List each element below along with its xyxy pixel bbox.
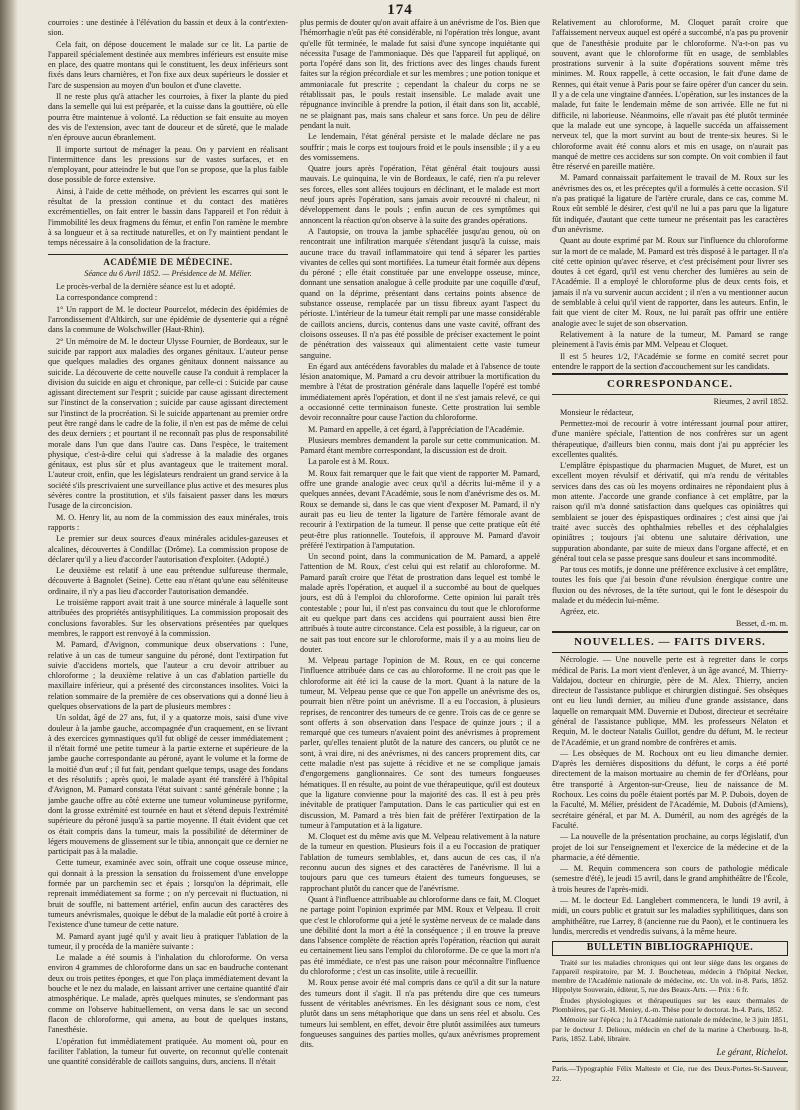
paragraph: Agréez, etc. xyxy=(560,607,600,617)
column-1 xyxy=(48,18,288,1078)
paragraph: M. Roux pense avoir été mal compris dans ce qu'il a dit sur la nature des tumeurs dont il s'agit. Il n'a pas prétendu dire que ces tumeurs fussent de véritables anévrismes. En les désignant sous ce nom, c'est plutôt dans un sens métaphorique que dans un sens réel et absolu. Ces tumeurs lui semblent, en effet, devoir être plutôt assimilées aux tumeurs fongueuses sanguines des parties molles, qu'aux anévrismes proprement dits. xyxy=(300,978,540,1050)
paragraph: M. Pamard ayant jugé qu'il y avait lieu à pratiquer l'ablation de la tumeur, il y procéda de la manière suivante : xyxy=(48,931,288,951)
paragraph: Quant au doute exprimé par M. Roux sur l'influence du chloroforme sur la mort de ce malade, M. Pamard est très disposé à le partager. Il n'a cité cette opinion qu'avec réserve, et c'est précisément pour livrer ses doutes à cet égard, qu'il est venu chercher des lumières au sein de l'Académie. Il a employé le chloroforme plus de deux cents fois, et jamais il n'a vu survenir aucun accident ; il n'en a vu mentionner aucun de semblable à celui qu'il vient de rapporter, dans les auteurs. Enfin, le fait que vient de citer M. Roux, ne lui paraît pas offrir une entière analogie avec le sujet de son observation. xyxy=(552,236,788,328)
bibliography-item: Études physiologiques et thérapeutiques sur les eaux thermales de Plombières, par G.-H. Meniey, d.-m. Thèse pour le doctorat. In-4. Paris, 1852. xyxy=(552,995,788,1015)
section-divider xyxy=(552,394,788,395)
paragraph: M. O. Henry lit, au nom de la commission des eaux minérales, trois rapports : xyxy=(48,512,288,532)
paragraph: Nécrologie. — Une nouvelle perte est à regretter dans le corps médical de Paris. La mort vient d'enlever, à un âge avancé, M. Thierry-Valdajou, docteur en chirurgie, père de M. Alex. Thierry, ancien directeur de l'assistance publique et chirurgien distingué. Ses obsèques ont eu lieu lundi dernier, au milieu d'une grande assistance, dans laquelle on remarquait MM. Duvernie et Dubost, directeur et secrétaire général de l'assistance publique, MM. les professeurs Nélaton et Requin, M. le docteur Natalis Guillot, gendre du défunt, M. le recteur de l'Académie, et un grand nombre de confrères et amis. xyxy=(552,655,788,747)
paragraph: Cela fait, on dépose doucement le malade sur ce lit. La partie de l'appareil spécialement destinée aux membres inférieurs est ensuite mise en place, des quatre montans qui le constituent, les deux inférieurs sont fixés dans leurs charnières, et l'on fixe aux deux supérieurs le dossier et l'arc de suspension au moyen d'un boulon et d'une clavette. xyxy=(48,39,288,90)
paragraph: M. Roux fait remarquer que le fait que vient de rapporter M. Pamard, offre une grande analogie avec ceux qu'il a décrits lui-même il y a quelques années, devant l'Académie, sous le nom d'anévrisme des os. M. Roux se demande si, dans le cas que vient d'exposer M. Pamard, il n'y aurait pas eu lieu de tenter la ligature de l'artère fémorale avant de recourir à l'extirpation de la tumeur. Il pense que cette pratique eût été peut-être plus rationnelle. Toutefois, il approuve M. Pamard d'avoir préféré l'extirpation à l'amputation. xyxy=(300,468,540,550)
paragraph: Un soldat, âgé de 27 ans, fut, il y a quatorze mois, saisi d'une vive douleur à la jambe gauche, accompagnée d'un craquement, en se livrant à des exercices gymnastiques qu'il fut obligé de cesser immédiatement ; il n'était formé une petite tumeur à la partie externe et supérieure de la jambe gauche correspondante au péroné, ayant le volume et la forme de la moitié d'un œuf ; il fut fait, pendant quelque temps, usage des fondans et des résolutifs ; après quoi, le malade ayant été transféré à l'hôpital d'Avignon, M. Pamard constata l'état suivant : santé générale bonne ; la jambe gauche offre au côté externe une tumeur volumineuse pyriforme, dont la grosse extrémité est tournée en haut et s'étend depuis l'extrémité supérieure du péroné jusqu'à sa partie moyenne. Il était évident que cet os était compris dans la tumeur, mais la possibilité de déterminer de légers mouvemens de glissement sur le tibia, annonçait que ce dernier ne participait pas à la maladie. xyxy=(48,713,288,857)
column-3 xyxy=(552,18,788,1088)
section-divider xyxy=(48,254,288,255)
paragraph: M. Cloquet est du même avis que M. Velpeau relativement à la nature de la tumeur en question. Plusieurs fois il a eu l'occasion de pratiquer l'ablation de tumeurs semblables, et, dans aucun de ces cas, il n'a reconnu aucun des signes et des caractères de l'anévrisme. Il lui a toujours paru que ces tumeurs étaient des tumeurs fongueuses, se rapprochant plutôt du cancer que de l'anévrisme. xyxy=(300,832,540,893)
paragraph: A l'autopsie, on trouva la jambe sphacélée jusqu'au genou, où on rencontrait une infiltration marquée s'étendant jusqu'à la cuisse, mais aucune trace du travail inflammatoire qui tend à séparer les parties vivantes de celles qui sont mortifiées. La tumeur était formée aux dépens du péroné ; elle était constituée par une enveloppe osseuse, mince, donnant une sensation analogue à celle produite par une coquille d'œuf, quand on la déprime, présentant dans certains points absence de substance osseuse, remplacée par un tissu fibreux ayant l'aspect du périoste. L'intérieur de la tumeur était rempli par une masse considérable de caillots anciens, durcis, contenus dans une vaste cavité, offrant des cloisons osseuses. Il n'a pas été possible de préciser exactement le point de pénétration des vaisseaux qui alimentaient cette vaste tumeur sanguine. xyxy=(300,226,540,360)
gerant-signature: Le gérant, Richelot. xyxy=(716,1047,788,1058)
paragraph: Permettez-moi de recourir à votre intéressant journal pour attirer, d'une manière spéciale, l'attention de nos confrères sur un agent thérapeutique, d'ailleurs bien connu, mais dont j'ai pu apprécier les excellentes qualités. xyxy=(552,418,788,459)
col1-text xyxy=(48,18,288,249)
paragraph: Quatre jours après l'opération, l'état général était toujours aussi mauvais. Le quinquina, le vin de Bordeaux, le café, rien n'a pu relever ses forces, elles sont allées toujours en déclinant, et le malade est mort neuf jours après l'opération, sans jamais avoir recouvré ni chaleur, ni développement dans le pouls ; enfin aucun de ces symptômes qui annoncent la réaction qu'on observe à la suite des grandes opérations. xyxy=(300,164,540,225)
bibliography-item: Mémoire sur l'épéca ; lu à l'Académie nationale de médecine, le 3 juin 1851, par le docteur J. Delioux, médecin en chef de la marine à Cherbourg. In-8, Paris, 1852. Labé, libraire. xyxy=(552,1015,788,1043)
paragraph: plus permis de douter qu'on avait affaire à un anévrisme de l'os. Bien que l'hémorrhagie n'eût pas été considérable, ni l'opération très longue, avant qu'elle fût terminée, le malade fut saisi d'une syncope inquiétante qui nécessita l'usage de l'ammoniaque. Dès que l'appareil fut appliqué, on porta l'opéré dans son lit, des frictions avec des linges chauds furent faites sur la région précordiale et sur les membres ; une potion tonique et ammoniacale fut prescrite ; cependant la chaleur du corps ne se rétablissait pas, le pouls restait insensible. Le malade avait une répugnance invincible à prendre la potion, il était dans son lit, accablé, ne se plaignant pas, mais sans chaleur et sans force. Un peu de délire pendant la nuit. xyxy=(300,18,540,130)
page-spine-shadow xyxy=(0,0,18,1110)
column-2 xyxy=(300,18,540,1078)
paragraph: Le malade a été soumis à l'inhalation du chloroforme. On versa environ 4 grammes de chloroforme dans un sac en baudruche contenant deux ou trois petites éponges, et que l'on plaça immédiatement devant la bouche et le nez du malade, en laissant arriver une certaine quantité d'air atmosphérique. Le malade, après quelques minutes, se s'endormant pas comme on l'observe habituellement, on versa dans le sac un second flacon de chloroforme, qui amena, au bout de quelques instans, l'anesthésie. xyxy=(48,953,288,1035)
paragraph: — Les obsèques de M. Rochoux ont eu lieu dimanche dernier. D'après les dernières dispositions du défunt, le corps a été porté directement de la maison mortuaire au chemin de fer d'Orléans, pour être transporté à Argenton-sur-Creuse, lieu de naissance de M. Rochoux. Les coins du poêle étaient portés par M. P. Dubois, doyen de la Faculté, M. Mélier, président de l'Académie, M. Dubois (d'Amiens), secrétaire général, et par M. A. Duméril, au nom des agrégés de la Faculté. xyxy=(552,748,788,830)
paragraph: Un second point, dans la communication de M. Pamard, a appelé l'attention de M. Roux, c'est celui qui est relatif au chloroforme. M. Pamard paraît croire que l'état de prostration dans lequel est tombé le malade après l'opération, et auquel il a succombé au bout de quelques jours, est dû à l'emploi du chloroforme. Cette opinion lui paraît très contestable ; pour lui, il n'est pas convaincu du tout que le chloroforme ait eu quelque part dans ces accidens qui pourraient aussi bien être attribués à toute autre circonstance. Cela est possible, à la rigueur, car on ne sait pas tout encore sur le chloroforme, mais il y a au moins lieu de douter. xyxy=(300,552,540,654)
paragraph: — M. Requin commencera son cours de pathologie médicale (semestre d'été), le jeudi 15 avril, dans le grand amphithéâtre de l'École, à trois heures de l'après-midi. xyxy=(552,864,788,894)
paragraph: M. Velpeau partage l'opinion de M. Roux, en ce qui concerne l'influence attribuée dans ce cas au chloroforme. Il ne croit pas que le chloroforme ait été ici la cause de la mort. Quant à la nature de la tumeur, M. Velpeau pense que ce que l'on appelle un anévrisme des os, pourrait bien n'être point un anévrisme. Il a eu l'occasion, à plusieurs reprises, de rencontrer des tumeurs de ce genre. Trois cas de ce genre se sont offerts à son observation dans l'espace de quinze jours ; il a remarqué que ces tumeurs n'avaient point des anévrismes à proprement parler, qu'elles tenaient plutôt de la nature des cancers, ou plutôt ce ne sont, à vrai dire, ni des anévrismes, ni des cancers proprement dits, car cette maladie n'est pas sujette à récidive et ne se complique jamais d'engorgemens ganglionnaires. Ce sont des tumeurs fongueuses hématiques. Il en résulte, au point de vue thérapeutique, qu'il est douteux que la ligature convienne pour la majorité des cas. Il est à peu près inévitable de pratiquer l'amputation. Dans le cas particulier qui est en discussion, M. Pamard a très bien fait de préférer l'extirpation de la tumeur à l'amputation et à la ligature. xyxy=(300,656,540,830)
section-divider xyxy=(552,631,788,633)
paragraph: Relativement au chloroforme, M. Cloquet paraît croire que l'affaissement nerveux auquel est opéré a succombé, n'a pas pu provenir que de l'anesthésie produite par le chloroforme. N'a-t-on pas vu souvent, avant que le chloroforme fût en usage, de semblables prostrations survenir à la suite d'opérations souvent même très minimes. M. Roux rappelle, à cette occasion, le fait d'une dame de Rennes, qui était venue à Paris pour se faire opérer d'un cancer du sein. Il y a de cela une vingtaine d'années. L'opération, sur les instances de la malade, fut faite le lendemain même de son arrivée. Elle ne fut ni difficile, ni laborieuse. Néanmoins, elle n'avait pas été plutôt terminée que la malade eut une syncope, à laquelle succéda un affaissement nerveux tel, que la mort survint au bout de trente-six heures. Si le chloroforme avait été connu alors et mis en usage, on n'aurait pas manqué de mettre ces accidens sur son compte. On voit combien il faut être réservé en pareille matière. xyxy=(552,18,788,172)
printer-imprint: Paris.—Typographie Félix Malteste et Cie, rue des Deux-Portes-St-Sauveur, 22. xyxy=(552,1061,788,1085)
paragraph: Relativement à la nature de la tumeur, M. Pamard se range pleinement à l'avis émis par MM. Velpeau et Cloquet. xyxy=(552,329,788,350)
paragraph: Le deuxième est relatif à une eau prétendue sulfureuse thermale, découverte à Bagnolet (Seine). Cette eau n'étant qu'une eau séléniteuse ordinaire, il n'y a pas lieu d'accorder l'autorisation demandée. xyxy=(48,566,288,596)
paragraph: L'opération fut immédiatement pratiquée. Au moment où, pour en faciliter l'ablation, la tumeur fut ouverte, on reconnut qu'elle contenait une quantité considérable de caillots sanguins, durs, anciens. Il n'était xyxy=(48,1036,288,1067)
academie-seance: Séance du 6 Avril 1852. — Présidence de M. Mélier. xyxy=(84,268,252,278)
paragraph: La parole est à M. Roux. xyxy=(308,457,390,467)
paragraph: M. Pamard en appelle, à cet égard, à l'appréciation de l'Académie. xyxy=(308,424,525,434)
paragraph: — M. le docteur Ed. Langlebert commencera, le lundi 19 avril, à midi, un cours public et gratuit sur les maladies syphilitiques, dans son amphithéâtre, rue Larrey, 8 (ancienne rue du Paon), et le continuera les lundis, mercredis et vendredis suivans, à la même heure. xyxy=(552,896,788,936)
paragraph: Cette tumeur, examinée avec soin, offrait une coque osseuse mince, qui donnait à la pression la sensation du froissement d'une enveloppe formée par un parchemin sec et épais ; lorsqu'on la déprimait, elle reprenait immédiatement sa forme ; on n'y percevait ni fluctuation, ni bruit de souffle, ni battement artériel, enfin aucun des caractères des tumeurs anévrismales, quoique le début de la maladie eût porté à croire à l'existence d'une tumeur de cette nature. xyxy=(48,858,288,930)
section-divider xyxy=(552,652,788,653)
correspondance-signature: Besset, d.-m. m. xyxy=(736,618,788,628)
correspondance-greeting: Monsieur le rédacteur, xyxy=(560,407,634,417)
correspondance-date: Rieumes, 2 avril 1852. xyxy=(713,397,788,407)
bibliography-item: Traité sur les maladies chroniques qui ont leur siège dans les organes de l'appareil respiratoire, par M. J. Boucheteau, médecin à l'hôpital Necker, membre de l'Académie nationale de médecine, etc. Un vol. in-8. Paris, 1852. Hippolyte Souverain, éditeur, 5, rue des Beaux-Arts. — Prix : 6 fr. xyxy=(552,957,788,995)
page-edge-shadow xyxy=(794,0,800,1110)
paragraph: Quant à l'influence attribuable au chloroforme dans ce fait, M. Cloquet ne partage point l'opinion exprimée par MM. Roux et Velpeau. Il croit que c'est le chloroforme qui a jeté le système nerveux de ce malade dans une débilité dont la mort a été la conséquence ; il en trouve la preuve dans l'absence complète de réaction après l'opération, réaction qui aurait eu certainement lieu sans l'emploi du chloroforme. De ce que la mort n'a pas été immédiate, ce n'est pas une raison pour méconnaître l'influence du chloroforme ; c'est un cas insolite, utile à recueillir. xyxy=(300,894,540,977)
paragraph: Il ne reste plus qu'à attacher les courroies, à fixer la plante du pied dans la semelle qui lui est préparée, et la cuisse dans la gouttière, où elle pourra être maintenue à volonté. La réduction se fait ensuite au moyen des vis de l'extension, avec tant de douceur et de sûreté, que le malade n'en éprouve aucun ébranlement. xyxy=(48,92,288,143)
paragraph: Il importe surtout de ménager la peau. On y parvient en réalisant l'intermittence dans les pressions sur de vastes surfaces, et en n'employant, pour atteindre le but que l'on se propose, que la plus faible dose possible de force extensive. xyxy=(48,144,288,185)
academie-title: ACADÉMIE DE MÉDECINE. xyxy=(103,256,233,267)
paragraph: — La nouvelle de la présentation prochaine, au corps législatif, d'un projet de loi sur l'enseignement et l'exercice de la médecine et de la pharmacie, a été démentie. xyxy=(552,832,788,862)
paragraph: M. Pamard, d'Avignon, communique deux observations : l'une, relative à un cas de tumeur sanguine du péroné, dont l'extirpation fut suivie d'accidens mortels, que l'auteur a cru devoir attribuer au chloroforme ; la deuxième relative à un cas d'ablation partielle du maxillaire inférieur, qui a présenté des circonstances insolites. Voici la relation sommaire de la première de ces observations qui a donné lieu à quelques observations de la part de plusieurs membres : xyxy=(48,640,288,711)
paragraph: Le premier sur deux sources d'eaux minérales acidules-gazeuses et alcalines, découvertes à Condillac (Drôme). La commission propose de déclarer qu'il y a lieu d'accorder l'autorisation d'exploiter. (Adopté.) xyxy=(48,534,288,564)
paragraph: En égard aux antécédens favorables du malade et à l'absence de toute lésion anatomique, M. Pamard a cru devoir attribuer la mortification du membre à l'état de prostration générale dans laquelle l'opéré est tombé immédiatement après l'opération, et dont il ne s'est jamais relevé, ce qui a occasionné cette terminaison funeste. Cette prostration lui semble devoir reconnaître pour cause l'action du chloroforme. xyxy=(300,361,540,423)
nouvelles-title: NOUVELLES. — FAITS DIVERS. xyxy=(574,635,766,648)
paragraph: M. Pamard connaissait parfaitement le travail de M. Roux sur les anévrismes des os, et les préceptes qu'il a formulés à cette occasion. S'il n'a pas pratiqué la ligature de l'artère crurale, dans ce cas, comme M. Roux eût semblé le désirer, c'est qu'il ne lui a pas paru que la ligature fût indiquée, d'autant que cette tumeur ne présentait pas les caractères d'un anévrisme. xyxy=(552,173,788,234)
paragraph: 2° Un mémoire de M. le docteur Ulysse Fournier, de Bordeaux, sur le suicide par rapport aux maladies des organes génitaux. L'auteur pense que quelques maladies des organes génitaux donnent naissance au suicide. La découverte de cette nouvelle cause l'a conduit à remplacer la division du suicide en aigu et chronique, par celle-ci : Suicide par cause agissant directement sur l'esprit ; suicide par cause agissant directement sur l'instinct de la conservation ; suicide par cause agissant directement sur l'instinct de la procréation. Si le suicide appartenant au premier ordre peut être rangé dans le cadre de la folie, il n'en est pas de même de celui des deux derniers ; et pourtant il ne reconnaît pas plus de responsabilité morale dans l'un que dans l'autre cas. Dans l'espèce, le traitement physique, c'est-à-dire celui qui s'adresse à la maladie des organes génitaux, est plus sûr et plus avantageux que le traitement moral. L'auteur croit, enfin, que les législateurs rendraient un grand service à la société s'ils prescrivaient une surveillance plus active et des mesures plus sévères contre la prostitution, et s'ils faisaient passer dans les mœurs l'usage de la circoncision. xyxy=(48,336,288,511)
paragraph: Le procès-verbal de la dernière séance est lu et adopté. xyxy=(56,282,236,292)
paragraph: Plusieurs membres demandent la parole sur cette communication. M. Pamard étant membre correspondant, la discussion est de droit. xyxy=(300,435,540,456)
paragraph: L'emplâtre épispastique du pharmacien Muguet, de Muret, est un excellent moyen révulsif et dérivatif, qui m'a rendu de véritables services dans des cas où les moyens ordinaires ne répondaient plus à mon attente. J'accorde une grande confiance à cet emplâtre, par la raison qu'il m'a donné satisfaction dans quelques cas opiniâtres qui semblaient se jouer des épispastiques ordinaires ; c'est ainsi que j'ai traité avec succès des ophthalmies rebelles et des céphalalgies opiniâtres ; toujours j'ai obtenu une salutaire dérivation, une suppuration abondante, par suite de mieux dans l'organe affecté, et en général tout cela se passe presque sans douleur et sans incommodité. xyxy=(552,461,788,563)
paragraph: 1° Un rapport de M. le docteur Pourcelot, médecin des épidémies de l'arrondissement d'Altkirch, sur une épidémie de dysenterie qui a régné dans la commune de Wolschwiller (Haut-Rhin). xyxy=(48,304,288,335)
paragraph: La correspondance comprend : xyxy=(56,293,158,303)
paragraph: Ainsi, à l'aide de cette méthode, on prévient les escarres qui sont le résultat de la pression continue et du contact des matières excrémentielles, on fait entrer le bassin dans l'appareil et l'on réduit à l'immobilité les deux fragmens du fémur, et enfin l'on ramène le membre à sa longueur et à sa rectitude naturelles, et on l'y maintient pendant le temps nécessaire à la consolidation de la fracture. xyxy=(48,186,288,248)
bulletin-title: BULLETIN BIBLIOGRAPHIQUE. xyxy=(552,941,788,955)
paragraph: Il est 5 heures 1/2, l'Académie se forme en comité secret pour entendre le rapport de la section d'accouchement sur les candidats. xyxy=(552,351,788,371)
section-divider xyxy=(552,373,788,375)
paragraph: courroies : une destinée à l'élévation du bassin et deux à la contr'exten- sion. xyxy=(48,18,288,38)
paragraph: Le troisième rapport avait trait à une source minérale à laquelle sont attribuées des propriétés antisyphilitiques. La commission proposait des conclusions favorables. Sur les observations présentées par quelques membres, le rapport est renvoyé à la commission. xyxy=(48,598,288,638)
paragraph: Le lendemain, l'état général persiste et le malade déclare ne pas souffrir ; mais le corps est toujours froid et le pouls insensible ; il y a eu des vomissemens. xyxy=(300,132,540,162)
page-number: 174 xyxy=(387,2,413,18)
correspondance-title: CORRESPONDANCE. xyxy=(607,378,733,391)
paragraph: Par tous ces motifs, je donne une préférence exclusive à cet emplâtre, toutes les fois que j'ai besoin d'une révulsion énergique contre une fluxion ou des névroses, de la tête surtout, qui le font le désespoir du malade et du médecin lui-même. xyxy=(552,565,788,606)
